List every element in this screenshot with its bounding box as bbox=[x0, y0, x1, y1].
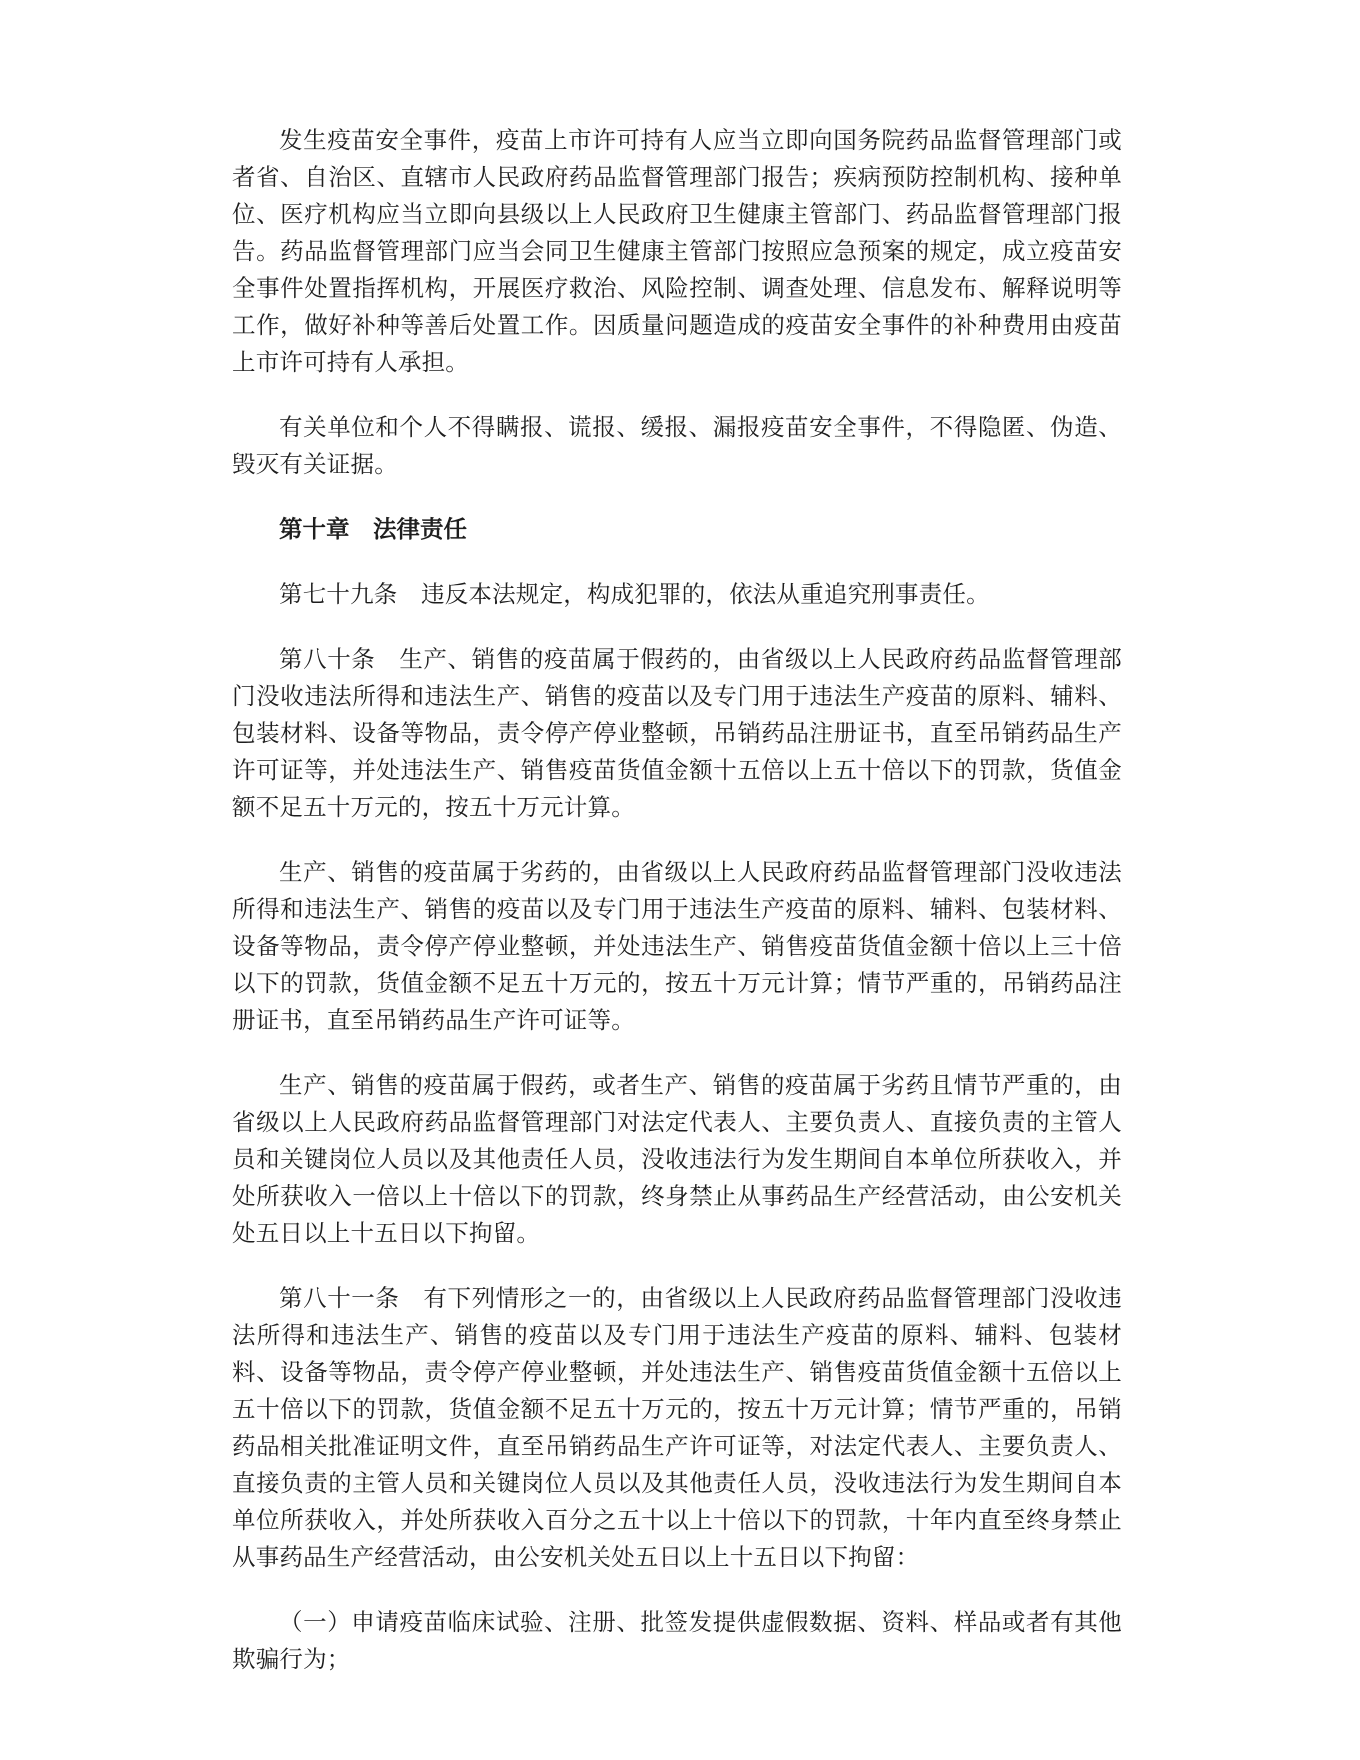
article-79 bbox=[232, 576, 1122, 613]
paragraph-no-concealment: 有关单位和个人不得瞒报、谎报、缓报、漏报疫苗安全事件，不得隐匿、伪造、毁灭有关证据。 bbox=[232, 413, 1122, 478]
article-80-text: 生产、销售的疫苗属于假药的，由省级以上人民政府药品监督管理部门没收违法所得和违法生产、销售的疫苗以及专门用于违法生产疫苗的原料、辅料、包装材料、设备等物品，责令停产停业整顿，吊销药品注册证书，直至吊销药品生产许可证等，并处违法生产、销售疫苗货值金额十五倍以上五十倍以下的罚款，货值金额不足五十万元的，按五十万元计算。 bbox=[232, 645, 1122, 821]
article-80-paragraph-3: 生产、销售的疫苗属于假药，或者生产、销售的疫苗属于劣药且情节严重的，由省级以上人民政府药品监督管理部门对法定代表人、主要负责人、直接负责的主管人员和关键岗位人员以及其他责任人员，没收违法行为发生期间自本单位所获收入，并处所获收入一倍以上十倍以下的罚款，终身禁止从事药品生产经营活动，由公安机关处五日以上十五日以下拘留。 bbox=[232, 1071, 1122, 1247]
article-81 bbox=[232, 1280, 1122, 1576]
paragraph-incident-report: 发生疫苗安全事件，疫苗上市许可持有人应当立即向国务院药品监督管理部门或者省、自治区、直辖市人民政府药品监督管理部门报告；疾病预防控制机构、接种单位、医疗机构应当立即向县级以上人民政府卫生健康主管部门、药品监督管理部门报告。药品监督管理部门应当会同卫生健康主管部门按照应急预案的规定，成立疫苗安全事件处置指挥机构，开展医疗救治、风险控制、调查处理、信息发布、解释说明等工作，做好补种等善后处置工作。因质量问题造成的疫苗安全事件的补种费用由疫苗上市许可持有人承担。 bbox=[232, 126, 1122, 376]
article-80 bbox=[232, 641, 1122, 826]
article-81-number: 第八十一条 bbox=[279, 1284, 400, 1312]
chapter-title: 法律责任 bbox=[373, 515, 467, 543]
document-page bbox=[232, 122, 1122, 1706]
chapter-number: 第十章 bbox=[279, 515, 350, 543]
article-80-number: 第八十条 bbox=[279, 645, 376, 673]
article-79-text: 违反本法规定，构成犯罪的，依法从重追究刑事责任。 bbox=[421, 580, 990, 608]
article-81-item-1: （一）申请疫苗临床试验、注册、批签发提供虚假数据、资料、样品或者有其他欺骗行为； bbox=[232, 1608, 1122, 1673]
chapter-heading bbox=[232, 511, 1122, 548]
article-80-paragraph-2: 生产、销售的疫苗属于劣药的，由省级以上人民政府药品监督管理部门没收违法所得和违法生产、销售的疫苗以及专门用于违法生产疫苗的原料、辅料、包装材料、设备等物品，责令停产停业整顿，并处违法生产、销售疫苗货值金额十倍以上三十倍以下的罚款，货值金额不足五十万元的，按五十万元计算；情节严重的，吊销药品注册证书，直至吊销药品生产许可证等。 bbox=[232, 858, 1122, 1034]
article-79-number: 第七十九条 bbox=[279, 580, 398, 608]
article-81-text: 有下列情形之一的，由省级以上人民政府药品监督管理部门没收违法所得和违法生产、销售的疫苗以及专门用于违法生产疫苗的原料、辅料、包装材料、设备等物品，责令停产停业整顿，并处违法生产、销售疫苗货值金额十五倍以上五十倍以下的罚款，货值金额不足五十万元的，按五十万元计算；情节严重的，吊销药品相关批准证明文件，直至吊销药品生产许可证等，对法定代表人、主要负责人、直接负责的主管人员和关键岗位人员以及其他责任人员，没收违法行为发生期间自本单位所获收入，并处所获收入百分之五十以上十倍以下的罚款，十年内直至终身禁止从事药品生产经营活动，由公安机关处五日以上十五日以下拘留： bbox=[232, 1284, 1122, 1571]
